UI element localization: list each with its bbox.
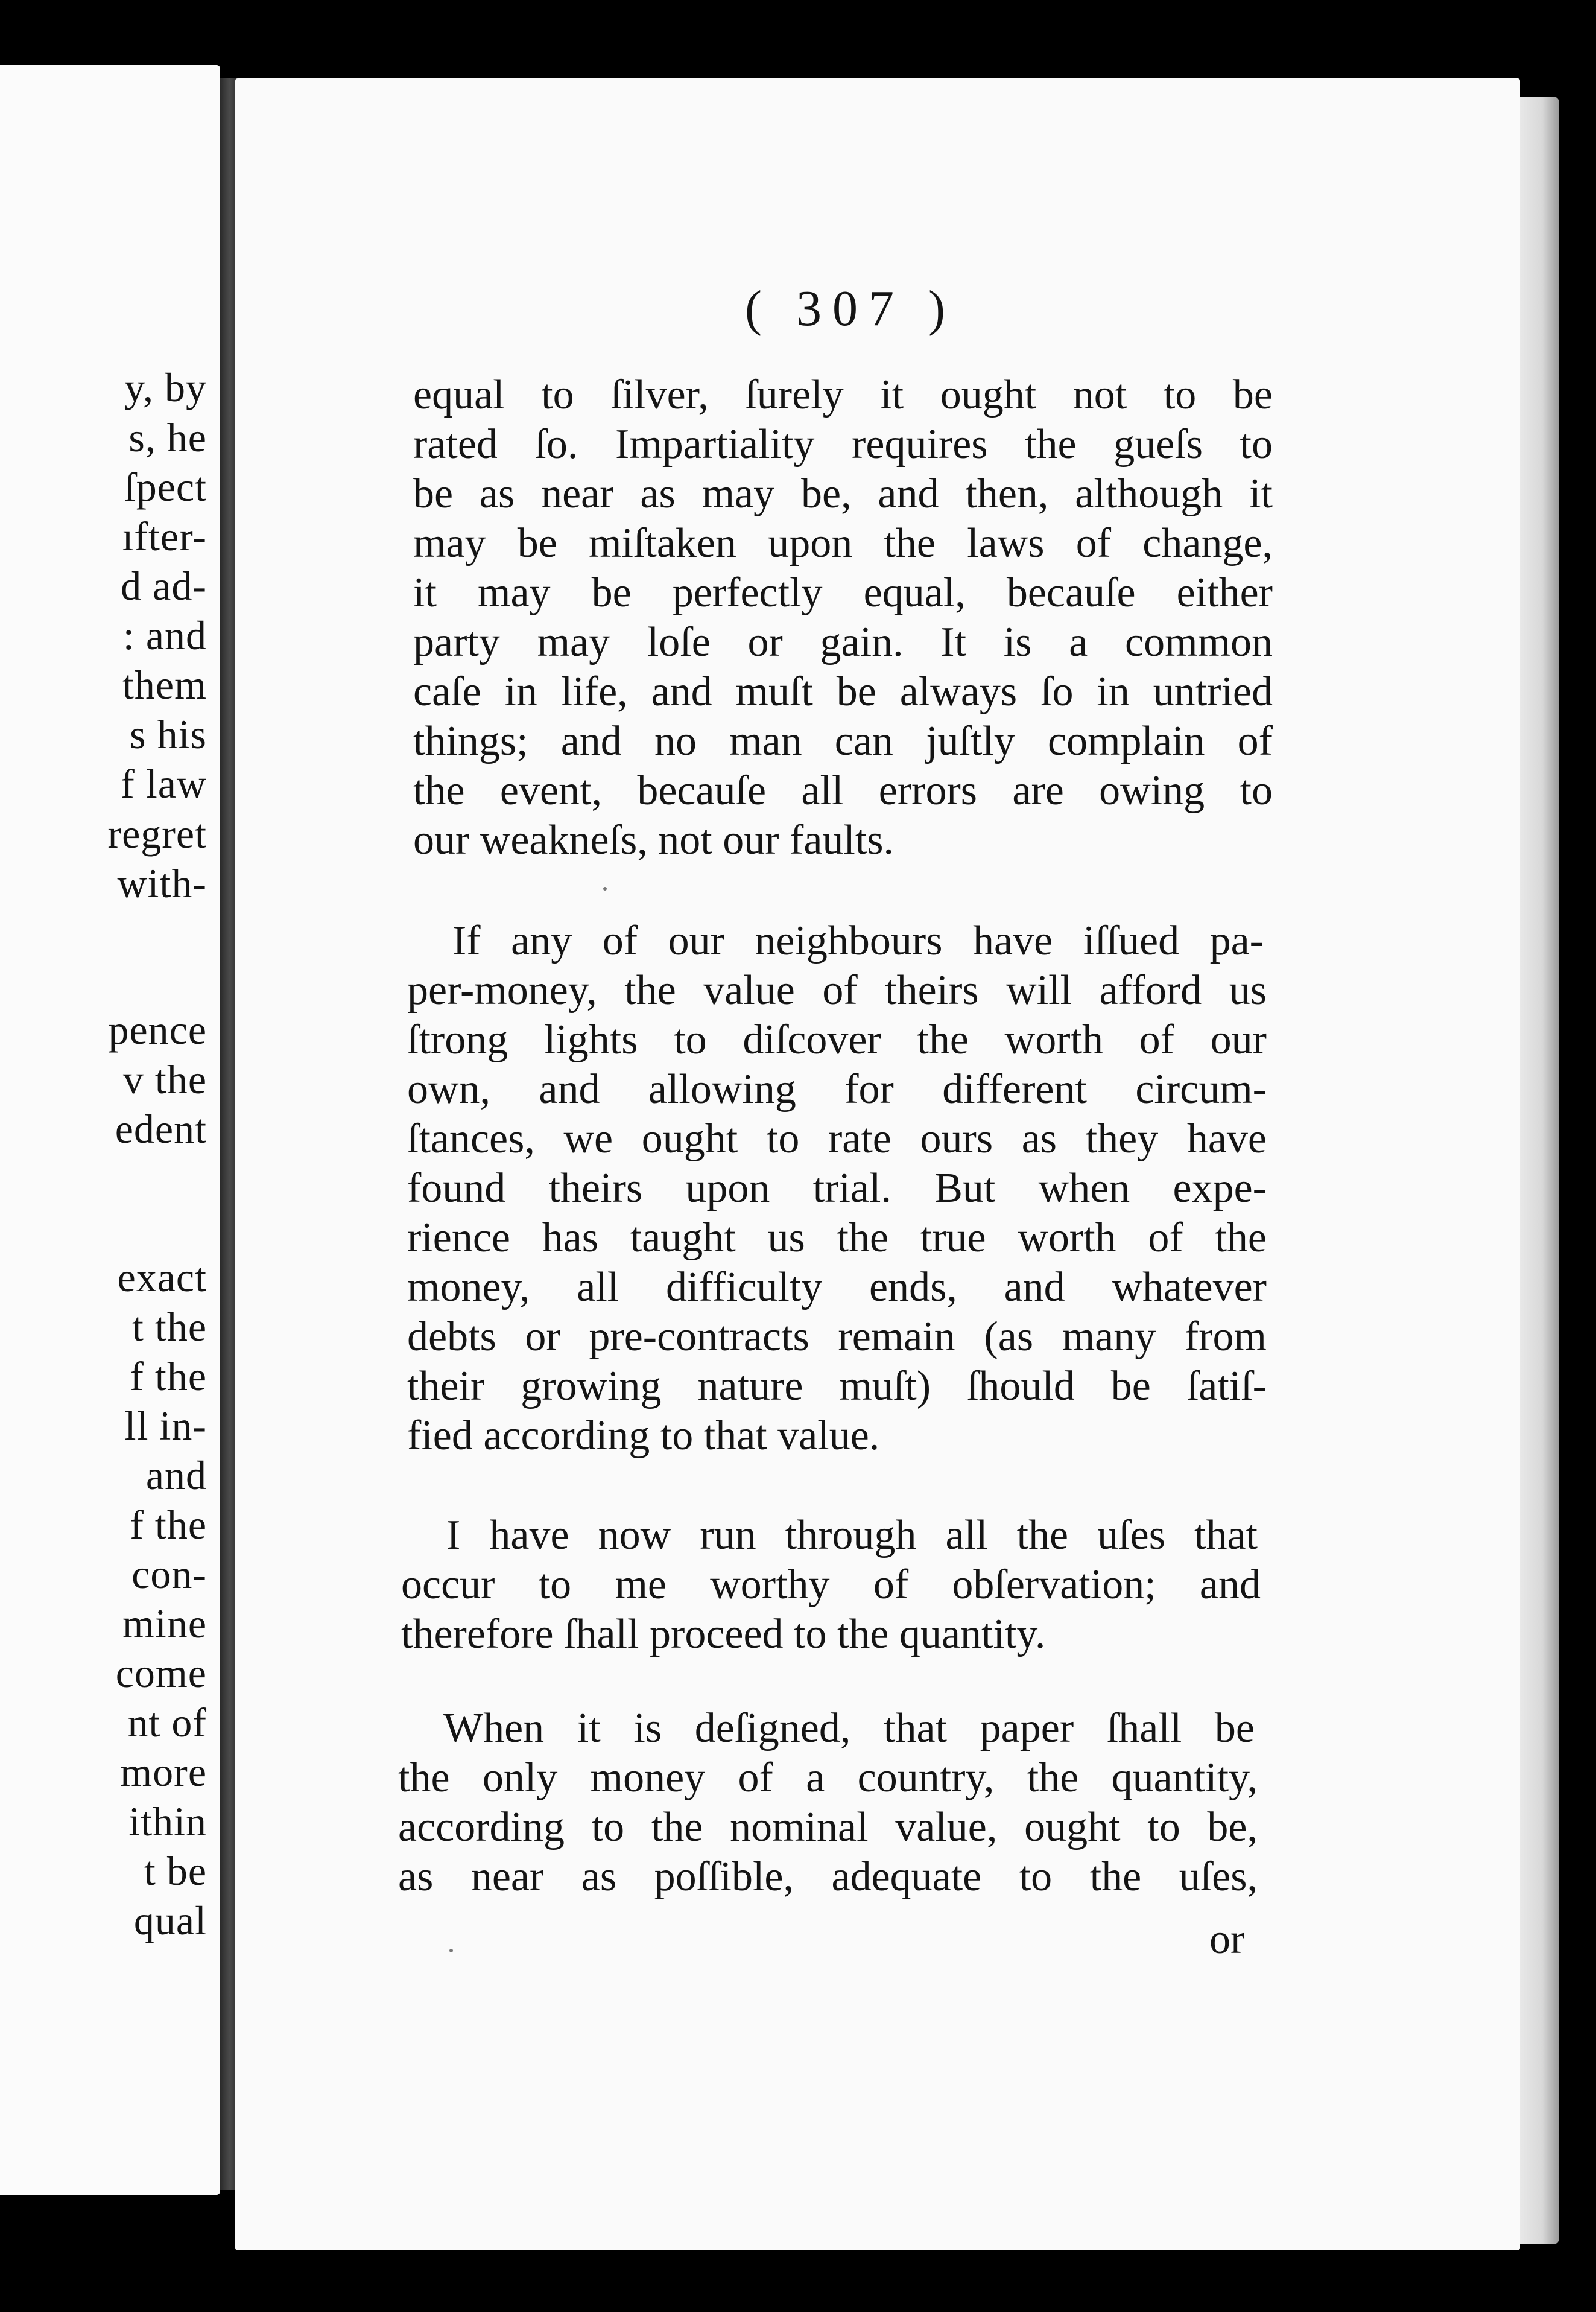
left-page-line: ſpect xyxy=(124,464,207,510)
ink-speck xyxy=(603,887,607,891)
text-line: I have now run through all the uſes that xyxy=(446,1512,1258,1558)
left-page-line: con- xyxy=(131,1551,207,1597)
text-line: own, and allowing for different circum- xyxy=(407,1066,1267,1113)
left-page-line: and xyxy=(145,1452,207,1498)
left-page-line: d ad- xyxy=(121,563,207,609)
text-line: may be miſtaken upon the laws of change, xyxy=(413,520,1273,567)
left-page-line: s, he xyxy=(128,414,207,460)
text-line: If any of our neighbours have iſſued pa- xyxy=(452,918,1264,964)
left-page-line: nt of xyxy=(127,1700,207,1745)
ink-speck xyxy=(449,1949,453,1952)
left-page-line: s his xyxy=(130,711,207,757)
text-line: things; and no man can juſtly complain of xyxy=(413,718,1273,764)
left-page-line: exact xyxy=(117,1254,207,1300)
left-page-line: ithin xyxy=(128,1799,207,1844)
text-line: ſtrong lights to diſcover the worth of our xyxy=(407,1017,1267,1063)
text-line: fied according to that value. xyxy=(407,1412,880,1459)
left-page-line: edent xyxy=(115,1106,207,1152)
left-page-line: qual xyxy=(133,1898,207,1943)
left-page-line: mine xyxy=(122,1601,207,1647)
text-line: debts or pre-contracts remain (as many from xyxy=(407,1313,1267,1360)
left-page-line: them xyxy=(122,662,207,708)
text-line: it may be perfectly equal, becauſe either xyxy=(413,570,1273,616)
left-page-line: : and xyxy=(122,612,207,658)
text-line: money, all difficulty ends, and whatever xyxy=(407,1264,1267,1310)
left-page-line: come xyxy=(115,1650,207,1696)
left-page-line: ll in- xyxy=(124,1403,207,1449)
text-line: the only money of a country, the quantity, xyxy=(398,1755,1258,1801)
text-line: rated ſo. Impartiality requires the gueſs to xyxy=(413,421,1273,468)
text-line: be as near as may be, and then, although it xyxy=(413,471,1273,517)
text-line: according to the nominal value, ought to be, xyxy=(398,1804,1258,1850)
left-page-line: f law xyxy=(121,761,207,807)
left-facing-page xyxy=(0,65,220,2195)
text-line: equal to ſilver, ſurely it ought not to be xyxy=(413,372,1273,418)
page-edge-stack xyxy=(1517,97,1559,2244)
text-line: as near as poſſible, adequate to the uſes, xyxy=(398,1853,1258,1900)
text-line: party may loſe or gain. It is a common xyxy=(413,619,1273,665)
left-page-line: f the xyxy=(130,1353,207,1399)
left-page-line: v the xyxy=(122,1056,207,1102)
left-page-line: regret xyxy=(107,811,207,857)
left-page-line: more xyxy=(120,1749,207,1795)
left-page-line: f the xyxy=(130,1502,207,1548)
text-line: their growing nature muſt) ſhould be ſatiſ- xyxy=(407,1363,1267,1409)
text-line: occur to me worthy of obſervation; and xyxy=(401,1561,1261,1608)
text-line: our weakneſs, not our faults. xyxy=(413,817,895,863)
text-line: therefore ſhall proceed to the quantity. xyxy=(401,1611,1046,1657)
paragraph xyxy=(398,0,1258,2312)
left-page-line: t the xyxy=(132,1304,207,1350)
catchword: or xyxy=(1209,1916,1245,1963)
text-line: the event, becauſe all errors are owing to xyxy=(413,767,1273,814)
left-page-line: y, by xyxy=(124,364,207,410)
left-page-line: pence xyxy=(108,1007,207,1053)
text-line: found theirs upon trial. But when expe- xyxy=(407,1165,1267,1212)
left-page-line: t be xyxy=(144,1848,207,1894)
text-line: When it is deſigned, that paper ſhall be xyxy=(443,1705,1255,1751)
left-page-line: ıfter- xyxy=(122,513,207,559)
page-number: ( 307 ) xyxy=(745,281,956,337)
left-page-line: with- xyxy=(117,860,207,906)
text-line: rience has taught us the true worth of the xyxy=(407,1215,1267,1261)
text-line: per-money, the value of theirs will afford us xyxy=(407,967,1267,1014)
text-line: caſe in life, and muſt be always ſo in untried xyxy=(413,669,1273,715)
text-line: ſtances, we ought to rate ours as they have xyxy=(407,1116,1267,1162)
